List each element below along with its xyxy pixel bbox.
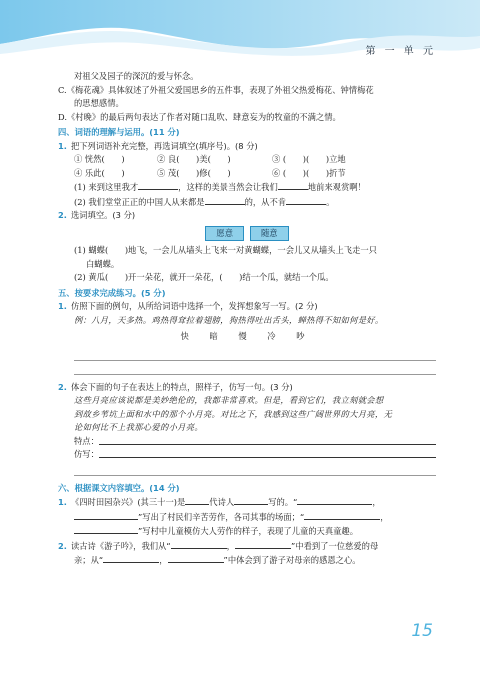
answer-blank[interactable] xyxy=(297,495,372,505)
feature-label: 特点： xyxy=(74,435,99,446)
fill-q1-line2 xyxy=(58,510,436,525)
sentence-text: 。 xyxy=(326,196,335,207)
answer-blank[interactable] xyxy=(278,180,308,190)
section-6-title: 六、根据课文内容填空。(14 分) xyxy=(58,482,180,493)
question-text: ， xyxy=(226,540,235,551)
word-item[interactable]: ④ 乐此( ) xyxy=(74,167,125,178)
question-text: 把下列词语补充完整，再选词填空(填序号)。(8 分) xyxy=(70,140,258,151)
sentence-text: (1) 来到这里我才 xyxy=(74,182,139,192)
question-text: 亲；从“ xyxy=(74,555,104,565)
answer-blank[interactable] xyxy=(171,539,227,549)
word-item[interactable]: ⑤ 茂( )修( ) xyxy=(157,167,231,178)
word-item[interactable]: ② 良( )美( ) xyxy=(157,154,231,164)
sentence-4: (2) 黄瓜( )开一朵花，就开一朵花，( )结一个瓜，就结一个瓜。 xyxy=(74,272,334,282)
answer-blank[interactable] xyxy=(235,539,291,549)
question-text: 《四时田园杂兴》(其三十一)是 xyxy=(70,497,186,507)
question-text: ， xyxy=(372,497,381,507)
passage-line: 到故乡苇坑上面和水中的那个小月亮。对比之下，我感到这些广阔世界的大月亮，无 xyxy=(74,408,393,419)
question-text: 代诗人 xyxy=(209,497,235,507)
word-option: 愿意 xyxy=(205,226,244,242)
question-number: 1. xyxy=(58,140,67,151)
word-choices: 快 暗 慢 冷 吵 xyxy=(180,331,314,341)
question-number: 2. xyxy=(58,210,67,220)
question-number: 1. xyxy=(58,301,67,311)
question-number: 2. xyxy=(58,540,67,551)
word-item[interactable]: ① 恍然( ) xyxy=(74,154,125,164)
option-c: C.《梅花魂》具体叙述了外祖父爱国思乡的五件事，表现了外祖父热爱梅花、钟情梅花 xyxy=(58,84,374,95)
sentence-text: 地前来观赏啊！ xyxy=(307,182,366,192)
question-text: 体会下面的句子在表达上的特点，照样子，仿写一句。(3 分) xyxy=(70,381,293,392)
word-fill-row-2 xyxy=(58,167,436,181)
answer-blank[interactable] xyxy=(185,495,209,505)
question-number: 1. xyxy=(58,497,67,507)
sentence-text: ，这样的美景当然会让我们 xyxy=(178,182,278,192)
example-sentence: 例：八月，天多热。鸡热得耷拉着翅膀，狗热得吐出舌头，蝉热得不知如何是好。 xyxy=(74,314,384,325)
question-text: ， xyxy=(159,555,168,565)
fill-q2 xyxy=(58,539,436,554)
word-item[interactable]: ⑥ ( )( )折节 xyxy=(272,167,346,178)
passage-line: 这些月亮应该说都是美妙绝伦的，我都非常喜欢。但是，看到它们，我立刻就会想 xyxy=(74,395,384,405)
word-item[interactable]: ③ ( )( )立地 xyxy=(272,154,346,164)
sentence-text: (2) 我们堂堂正正的中国人从来都是 xyxy=(74,196,205,207)
feature-row xyxy=(58,435,436,449)
answer-blank[interactable] xyxy=(234,495,268,505)
answer-blank[interactable] xyxy=(103,553,159,563)
option-d: D.《村晚》的最后两句表达了作者对随口乱吹、肆意妄为的牧童的不满之情。 xyxy=(58,111,341,122)
sentence-1 xyxy=(58,180,436,195)
question-text: 仿照下面的例句，从所给词语中选择一个，发挥想象写一写。(2 分) xyxy=(70,301,318,311)
section-4-title: 四、词语的理解与运用。(11 分) xyxy=(58,127,180,137)
worksheet-content xyxy=(58,70,436,568)
imitate-label: 仿写： xyxy=(74,449,99,459)
sentence-3-cont: 白蝴蝶。 xyxy=(86,258,120,269)
imitate-answer-line[interactable] xyxy=(99,448,436,458)
sentence-text: 的，从不肯 xyxy=(244,196,287,207)
imitate-row xyxy=(58,448,436,462)
word-option: 随意 xyxy=(250,226,289,242)
text-line: 的思想感情。 xyxy=(74,98,124,108)
word-choice-box xyxy=(58,226,436,242)
question-text: ”中看到了一位慈爱的母 xyxy=(290,540,379,551)
question-text: ”中体会到了游子对母亲的感恩之心。 xyxy=(223,555,361,565)
answer-blank[interactable] xyxy=(74,524,138,534)
question-text: 读古诗《游子吟》，我们从“ xyxy=(70,540,171,551)
fill-q1-line3 xyxy=(58,524,436,539)
question-text: ， xyxy=(380,511,389,522)
answer-blank[interactable] xyxy=(304,510,380,520)
question-text: 选词填空。(3 分) xyxy=(70,210,136,220)
header-banner xyxy=(0,0,480,60)
text-line: 对祖父及园子的深沉的爱与怀念。 xyxy=(74,71,199,81)
word-fill-row-1 xyxy=(58,153,436,167)
page-number: 15 xyxy=(411,621,433,641)
answer-blank[interactable] xyxy=(205,195,245,205)
fill-q1 xyxy=(58,495,436,510)
answer-blank[interactable] xyxy=(168,553,224,563)
answer-blank[interactable] xyxy=(138,180,178,190)
question-text: 写的。“ xyxy=(268,497,298,507)
sentence-3: (1) 蝴蝶( )地飞，一会儿从墙头上飞来一对黄蝴蝶，一会儿又从墙头上飞走一只 xyxy=(74,245,377,255)
question-number: 2. xyxy=(58,381,67,392)
sentence-2 xyxy=(58,195,436,210)
answer-line[interactable] xyxy=(74,462,436,476)
fill-q2-line2 xyxy=(58,553,436,568)
question-text: ”写村中儿童模仿大人劳作的样子，表现了儿童的天真童趣。 xyxy=(138,526,359,536)
feature-answer-line[interactable] xyxy=(99,435,436,445)
answer-line[interactable] xyxy=(74,347,436,361)
answer-line[interactable] xyxy=(74,361,436,375)
passage-line: 论如何比不上我那心爱的小月亮。 xyxy=(74,422,203,432)
unit-title: 第 一 单 元 xyxy=(365,46,436,57)
question-text: ”写出了村民们辛苦劳作，各司其事的场面；“ xyxy=(138,511,305,522)
section-5-title: 五、按要求完成练习。(5 分) xyxy=(58,287,166,298)
answer-blank[interactable] xyxy=(74,510,138,520)
answer-blank[interactable] xyxy=(286,195,326,205)
